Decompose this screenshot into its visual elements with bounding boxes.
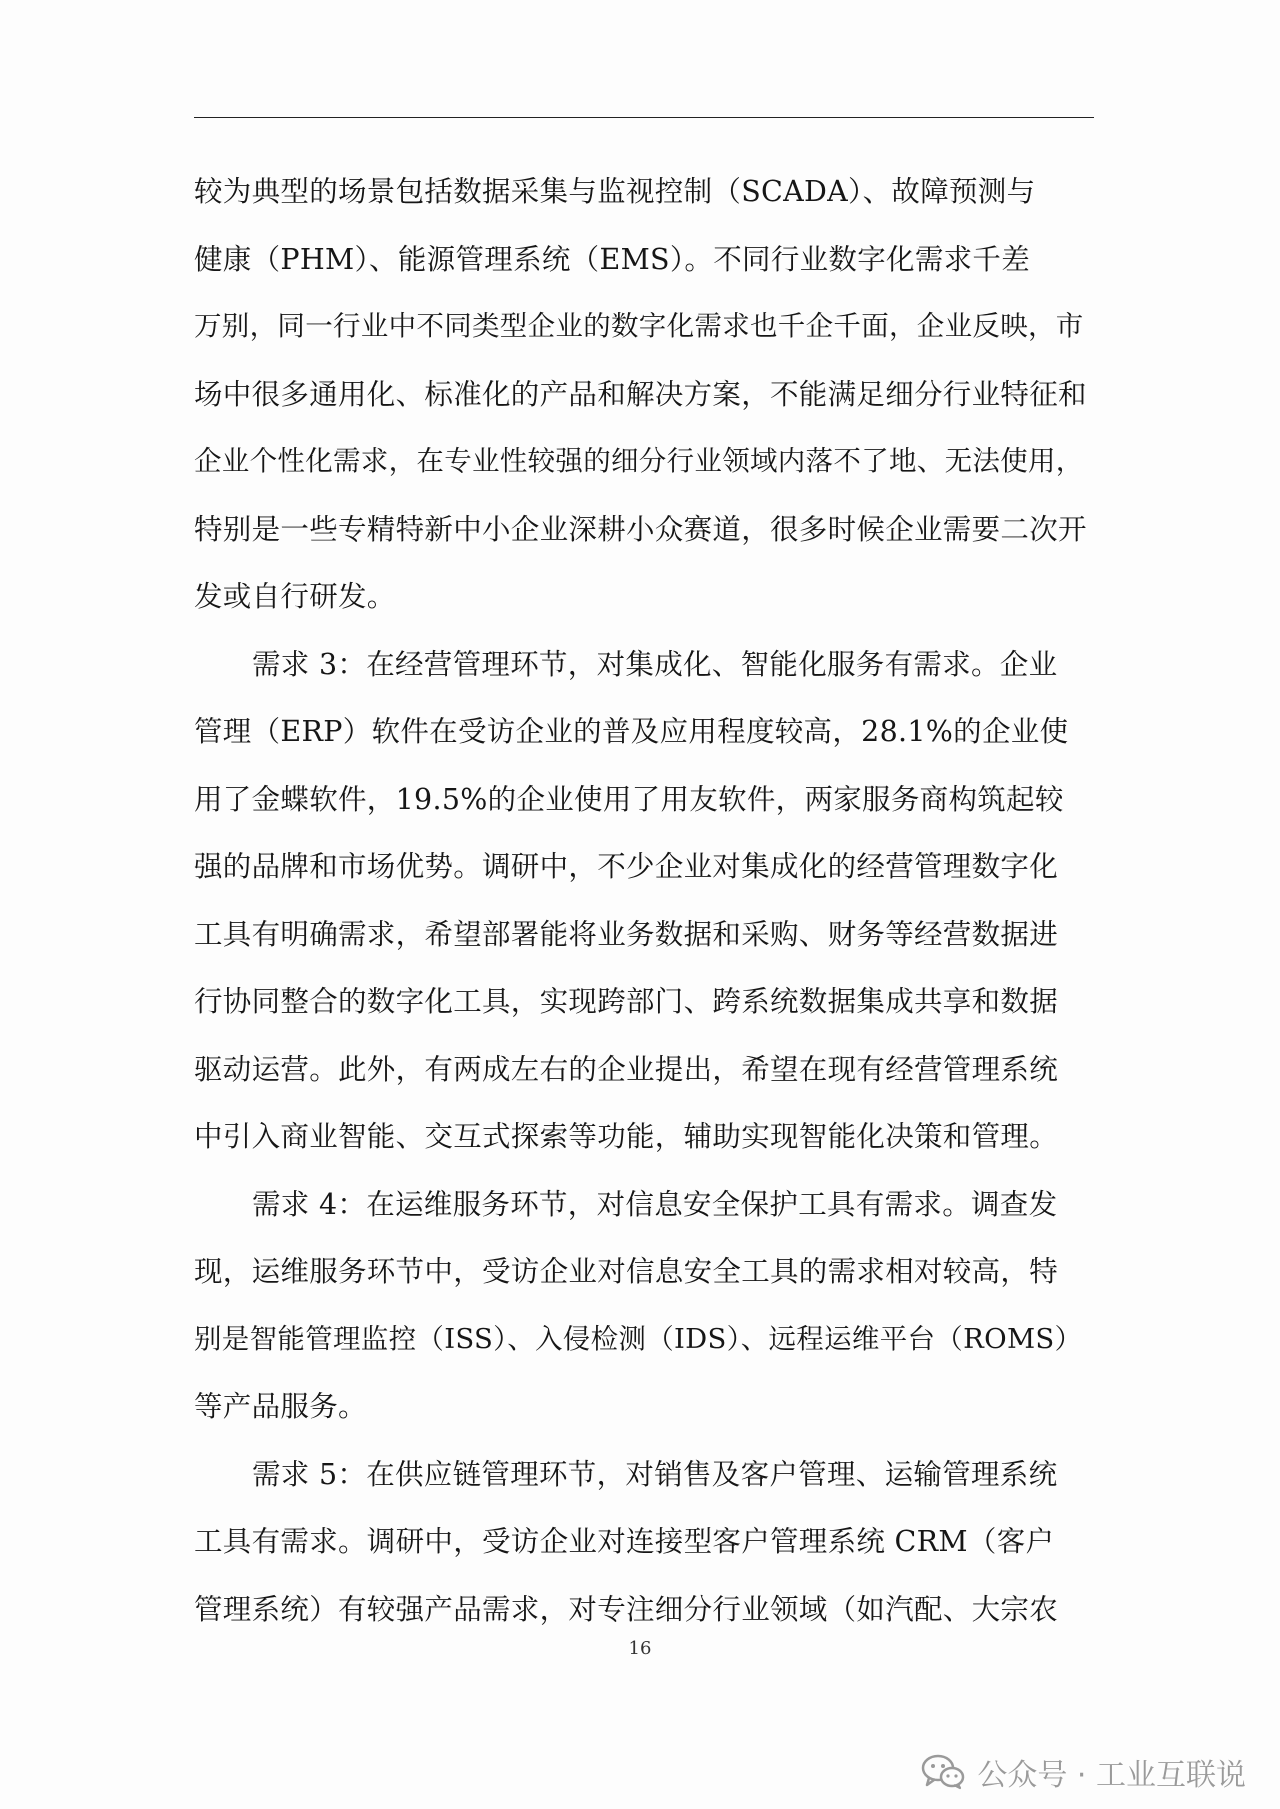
header-rule <box>194 117 1094 118</box>
text-line: 用了金蝶软件，19.5%的企业使用了用友软件，两家服务商构筑起较 <box>194 782 1064 816</box>
text-line: 管理（ERP）软件在受访企业的普及应用程度较高，28.1%的企业使 <box>194 715 1069 748</box>
text-line: 健康（PHM）、能源管理系统（EMS）。不同行业数字化需求千差 <box>194 242 1031 276</box>
text-line: 需求 3：在经营管理环节，对集成化、智能化服务有需求。企业 <box>252 647 1058 681</box>
document-body <box>194 158 1094 1643</box>
text-line: 工具有明确需求，希望部署能将业务数据和采购、财务等经营数据进 <box>194 917 1059 951</box>
text-line: 场中很多通用化、标准化的产品和解决方案，不能满足细分行业特征和 <box>194 377 1087 411</box>
text-line: 等产品服务。 <box>194 1390 367 1423</box>
text-line: 特别是一些专精特新中小企业深耕小众赛道，很多时候企业需要二次开 <box>194 512 1087 546</box>
text-line: 发或自行研发。 <box>194 580 396 613</box>
page-number: 16 <box>628 1638 652 1659</box>
text-line: 较为典型的场景包括数据采集与监视控制（SCADA）、故障预测与 <box>194 175 1036 208</box>
text-line: 管理系统）有较强产品需求，对专注细分行业领域（如汽配、大宗农 <box>194 1592 1059 1626</box>
text-line: 行协同整合的数字化工具，实现跨部门、跨系统数据集成共享和数据 <box>194 985 1059 1018</box>
watermark-text: 公众号 · 工业互联说 <box>977 1758 1246 1793</box>
text-line: 别是智能管理监控（ISS）、入侵检测（IDS）、远程运维平台（ROMS） <box>194 1322 1083 1355</box>
text-line: 中引入商业智能、交互式探索等功能，辅助实现智能化决策和管理。 <box>194 1120 1059 1153</box>
watermark <box>921 1750 1246 1794</box>
text-line: 企业个性化需求，在专业性较强的细分行业领域内落不了地、无法使用， <box>194 445 1084 477</box>
text-line: 强的品牌和市场优势。调研中，不少企业对集成化的经营管理数字化 <box>194 850 1059 883</box>
text-line: 万别，同一行业中不同类型企业的数字化需求也千企千面，企业反映，市 <box>194 310 1084 342</box>
wechat-icon <box>921 1754 965 1790</box>
text-line: 现，运维服务环节中，受访企业对信息安全工具的需求相对较高，特 <box>194 1255 1059 1288</box>
text-line: 驱动运营。此外，有两成左右的企业提出，希望在现有经营管理系统 <box>194 1052 1059 1086</box>
text-line: 需求 4：在运维服务环节，对信息安全保护工具有需求。调查发 <box>252 1187 1058 1221</box>
text-line: 需求 5：在供应链管理环节，对销售及客户管理、运输管理系统 <box>252 1457 1058 1491</box>
text-line: 工具有需求。调研中，受访企业对连接型客户管理系统 CRM（客户 <box>194 1525 1055 1558</box>
